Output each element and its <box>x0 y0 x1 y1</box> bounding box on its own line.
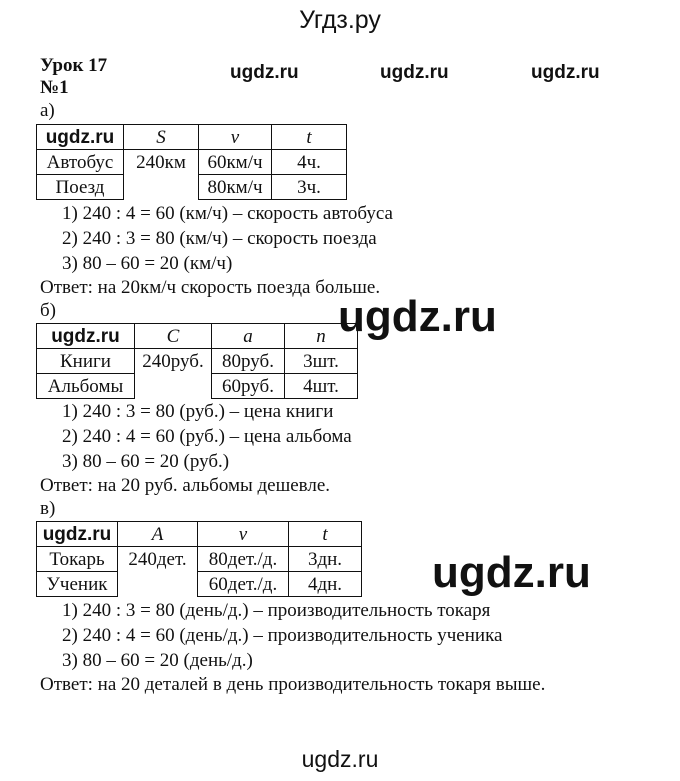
table-cell: Ученик <box>37 572 118 597</box>
solution-step: 3) 80 – 60 = 20 (руб.) <box>62 451 230 472</box>
watermark: ugdz.ru <box>531 62 600 83</box>
table-header-watermark: ugdz.ru <box>37 125 124 150</box>
part-a-label: а) <box>40 100 55 121</box>
answer-text: Ответ: на 20 деталей в день производительность токаря выше. <box>40 674 546 695</box>
table-cell: 80дет./д. <box>198 547 289 572</box>
table-header: S <box>124 125 199 150</box>
table-cell: 240руб. <box>135 349 212 374</box>
table-cell: 240км <box>124 150 199 175</box>
table-cell: 60дет./д. <box>198 572 289 597</box>
table-cell: 3дн. <box>289 547 362 572</box>
table-header-watermark: ugdz.ru <box>37 522 118 547</box>
footer-watermark: ugdz.ru <box>301 746 379 772</box>
table-cell: Альбомы <box>37 374 135 399</box>
part-c-label: в) <box>40 498 56 519</box>
solution-step: 1) 240 : 3 = 80 (руб.) – цена книги <box>62 401 334 422</box>
table-cell: 80руб. <box>212 349 285 374</box>
part-b-label: б) <box>40 300 56 321</box>
solution-step: 2) 240 : 3 = 80 (км/ч) – скорость поезда <box>62 228 377 249</box>
table-header-watermark: ugdz.ru <box>37 324 135 349</box>
table-header: v <box>199 125 272 150</box>
table-header: A <box>118 522 198 547</box>
answer-text: Ответ: на 20 руб. альбомы дешевле. <box>40 475 331 496</box>
answer-text: Ответ: на 20км/ч скорость поезда больше. <box>40 277 381 298</box>
table-header: t <box>289 522 362 547</box>
table-header: t <box>272 125 347 150</box>
table-header: n <box>285 324 358 349</box>
table-cell: 240дет. <box>118 547 198 572</box>
table-cell: 4ч. <box>272 150 347 175</box>
table-cell <box>124 175 199 200</box>
table-cell: 60руб. <box>212 374 285 399</box>
solution-step: 3) 80 – 60 = 20 (день/д.) <box>62 650 253 671</box>
table-header: v <box>198 522 289 547</box>
table-header: a <box>212 324 285 349</box>
table-cell: 4дн. <box>289 572 362 597</box>
table-cell <box>135 374 212 399</box>
table-cell: 80км/ч <box>199 175 272 200</box>
solution-step: 1) 240 : 3 = 80 (день/д.) – производительность токаря <box>62 600 491 621</box>
solution-step: 3) 80 – 60 = 20 (км/ч) <box>62 253 233 274</box>
watermark: ugdz.ru <box>432 548 591 597</box>
table-cell: Поезд <box>37 175 124 200</box>
table-cell: 3шт. <box>285 349 358 374</box>
part-c-table <box>36 521 362 597</box>
table-header: C <box>135 324 212 349</box>
lesson-title: Урок 17 <box>40 55 108 76</box>
solution-step: 1) 240 : 4 = 60 (км/ч) – скорость автобуса <box>62 203 393 224</box>
solution-step: 2) 240 : 4 = 60 (руб.) – цена альбома <box>62 426 352 447</box>
table-cell: Книги <box>37 349 135 374</box>
table-cell: 4шт. <box>285 374 358 399</box>
part-b-table <box>36 323 358 399</box>
solution-step: 2) 240 : 4 = 60 (день/д.) – производительность ученика <box>62 625 503 646</box>
table-cell: Токарь <box>37 547 118 572</box>
watermark: ugdz.ru <box>338 292 497 341</box>
watermark: ugdz.ru <box>380 62 449 83</box>
site-title: Угдз.ру <box>299 6 381 34</box>
table-cell: 3ч. <box>272 175 347 200</box>
watermark: ugdz.ru <box>230 62 299 83</box>
table-cell <box>118 572 198 597</box>
table-cell: Автобус <box>37 150 124 175</box>
table-cell: 60км/ч <box>199 150 272 175</box>
part-a-table <box>36 124 347 200</box>
task-number: №1 <box>40 77 69 98</box>
